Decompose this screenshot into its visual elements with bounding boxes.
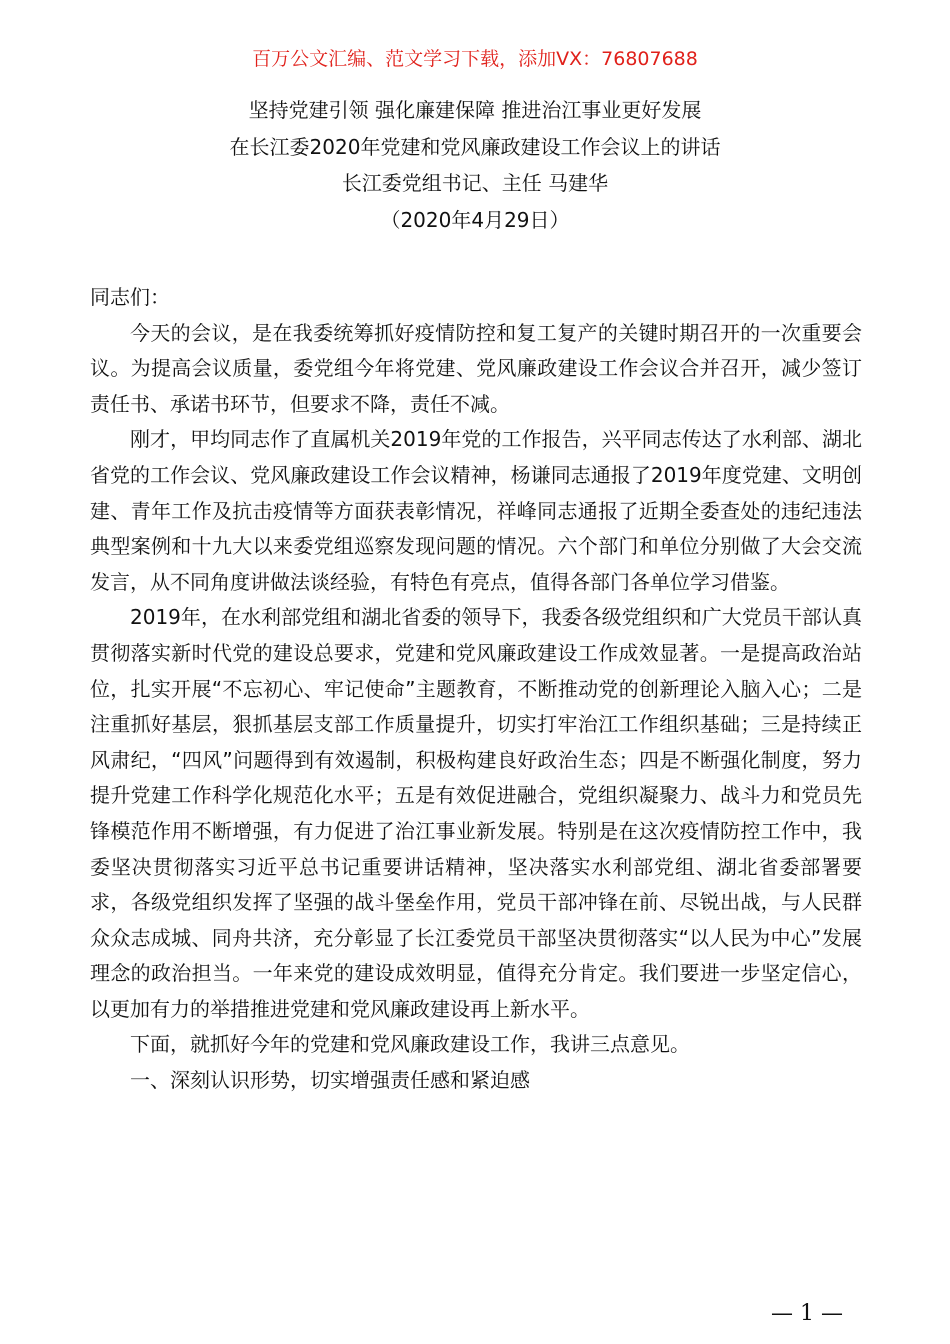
paragraph-opening: 今天的会议，是在我委统筹抓好疫情防控和复工复产的关键时期召开的一次重要会议。为提高会议质量，委党组今年将党建、党风廉政建设工作会议合并召开，减少签订责任书、承诺书环节，但要求不降，责任不减。 xyxy=(90,320,862,416)
document-title-block xyxy=(0,92,950,238)
salutation: 同志们： xyxy=(90,285,170,309)
section-heading-1: 一、深刻认识形势，切实增强责任感和紧迫感 xyxy=(130,1068,530,1093)
page-number: — 1 — xyxy=(771,1301,843,1326)
document-title: 坚持党建引领 强化廉建保障 推进治江事业更好发展 xyxy=(248,98,702,122)
speech-body xyxy=(90,280,862,1099)
speech-date: （2020年4月29日） xyxy=(380,207,570,232)
speaker-line: 长江委党组书记、主任 马建华 xyxy=(341,171,609,195)
paragraph-transition: 下面，就抓好今年的党建和党风廉政建设工作，我讲三点意见。 xyxy=(130,1032,690,1057)
download-banner: 百万公文汇编、范文学习下载，添加VX：76807688 xyxy=(252,48,698,70)
paragraph-reports: 刚才，甲均同志作了直属机关2019年党的工作报告，兴平同志传达了水利部、湖北省党的工作会议、党风廉政建设工作会议精神，杨谦同志通报了2019年度党建、文明创建、青年工作及抗击疫情等方面获表彰情况，祥峰同志通报了近期全委查处的违纪违法典型案例和十九大以来委党组巡察发现问题的情况。六个部门和单位分别做了大会交流发言，从不同角度讲做法谈经验，有特色有亮点，值得各部门各单位学习借鉴。 xyxy=(90,427,862,594)
paragraph-2019-review: 2019年，在水利部党组和湖北省委的领导下，我委各级党组织和广大党员干部认真贯彻落实新时代党的建设总要求，党建和党风廉政建设工作成效显著。一是提高政治站位，扎实开展“不忘初心、牢记使命”主题教育，不断推动党的创新理论入脑入心；二是注重抓好基层，狠抓基层支部工作质量提升，切实打牢治江工作组织基础；三是持续正风肃纪，“四风”问题得到有效遏制，积极构建良好政治生态；四是不断强化制度，努力提升党建工作科学化规范化水平；五是有效促进融合，党组织凝聚力、战斗力和党员先锋模范作用不断增强，有力促进了治江事业新发展。特别是在这次疫情防控工作中，我委坚决贯彻落实习近平总书记重要讲话精神，坚决落实水利部党组、湖北省委部署要求，各级党组织发挥了坚强的战斗堡垒作用，党员干部冲锋在前、尽锐出战，与人民群众众志成城、同舟共济，充分彰显了长江委党员干部坚决贯彻落实“以人民为中心”发展理念的政治担当。一年来党的建设成效明显，值得充分肯定。我们要进一步坚定信心，以更加有力的举措推进党建和党风廉政建设再上新水平。 xyxy=(90,605,862,1021)
document-subtitle: 在长江委2020年党建和党风廉政建设工作会议上的讲话 xyxy=(229,134,721,159)
